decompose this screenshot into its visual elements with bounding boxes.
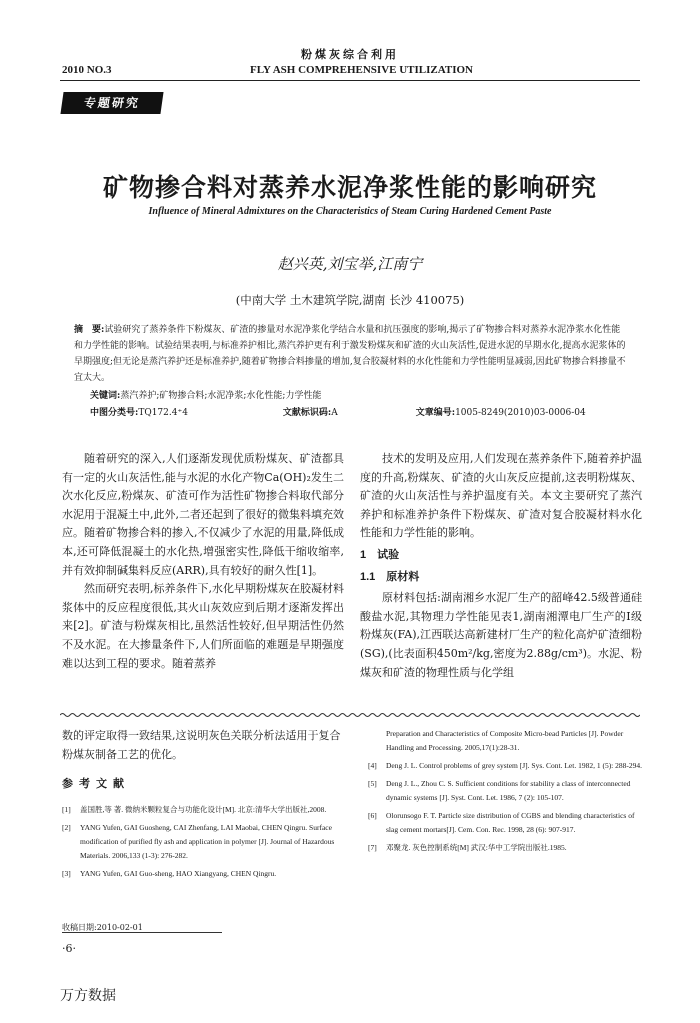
reference-number: [4] — [368, 761, 377, 770]
keywords-label: 关键词: — [90, 391, 121, 401]
reference-number: [1] — [62, 805, 71, 814]
title-cn: 矿物掺合料对蒸养水泥净浆性能的影响研究 — [102, 173, 597, 202]
reference-item — [368, 727, 648, 755]
reference-item — [368, 759, 648, 773]
abstract-label: 摘 要: — [74, 325, 105, 335]
reference-number: [2] — [62, 823, 71, 832]
article-number-label: 文章编号: — [415, 408, 456, 418]
section-heading-1-1: 1.1 原材料 — [360, 570, 420, 583]
body-column-left — [62, 450, 344, 673]
reference-text: Deng J. L., Zhou C. S. Sufficient conditions for stability a class of interconnected dynamic systems [J]. Syst. Cont. Let. 1986, 7 (2): 105-107. — [386, 779, 631, 802]
reference-item — [62, 867, 344, 881]
abstract-text: 试验研究了蒸养条件下粉煤灰、矿渣的掺量对水泥净浆化学结合水量和抗压强度的影响,揭示了矿物掺合料对蒸养水泥净浆水化性能和力学性能的影响。试验结果表明,与标准养护相比,蒸汽养护更有利于激发粉煤灰和矿渣的火山灰活性,促进水泥的早期水化,提高水泥浆体的早期强度;但无论是蒸汽养护还是标准养护,随着矿物掺合料掺量的增加,复合胶凝材料的水化性能和力学性能明显减弱,因此矿物掺合料掺量不宜太大。 — [74, 325, 626, 383]
references-left — [62, 803, 344, 885]
reference-item — [62, 821, 344, 863]
watermark: 万方数据 — [60, 988, 116, 1004]
section-heading-1: 1 试验 — [360, 548, 400, 561]
reference-text: 盖国胜,等 著. 微纳米颗粒复合与功能化设计[M]. 北京:清华大学出版社,2008. — [80, 805, 327, 814]
affiliation: (中南大学 土木建筑学院,湖南 长沙 410075) — [235, 293, 465, 307]
authors: 赵兴英,刘宝举,江南宁 — [277, 255, 423, 273]
title-en: Influence of Mineral Admixtures on the Characteristics of Steam Curing Hardened Cement Paste — [148, 206, 552, 217]
references-right — [368, 727, 648, 859]
doc-code-label: 文献标识码: — [282, 408, 332, 418]
body-paragraph: 然而研究表明,标养条件下,水化早期粉煤灰在胶凝材料浆体中的反应程度很低,其火山灰效应到后期才逐渐发挥出来[2]。矿渣与粉煤灰相比,虽然活性较好,但早期活性仍然不及水泥。在大掺量条件下,人们所面临的难题是早期强度难以达到工程的要求。随着蒸养 — [62, 582, 344, 670]
classification-line — [90, 405, 630, 418]
header-rule — [60, 80, 640, 81]
received-date: 收稿日期:2010-02-01 — [62, 923, 143, 932]
abstract — [74, 322, 626, 386]
doc-code-value: A — [331, 408, 338, 418]
reference-text: 邓聚龙. 灰色控制系统[M] 武汉:华中工学院出版社.1985. — [386, 843, 567, 852]
body-paragraph: 原材料包括:湖南湘乡水泥厂生产的韶峰42.5级普通硅酸盐水泥,其物理力学性能见表1,湖南湘潭电厂生产的Ⅰ级粉煤灰(FA),江西联达高新建材厂生产的粒化高炉矿渣细粉(SG),(比表面积450m²/kg,密度为2.88g/cm³)。水泥、粉煤灰和矿渣的物理性质与化学组 — [360, 591, 642, 679]
reference-text: YANG Yufen, GAI Guo-sheng, HAO Xiangyang, CHEN Qingru. — [80, 869, 277, 878]
issue-number: 2010 NO.3 — [62, 64, 112, 76]
reference-item — [368, 777, 648, 805]
body-column-right — [360, 450, 642, 682]
reference-number: [7] — [368, 843, 377, 852]
clc-value: TQ172.4⁺4 — [138, 408, 188, 418]
page-number: ·6· — [62, 942, 76, 955]
reference-item — [62, 803, 344, 817]
reference-item — [368, 809, 648, 837]
article-number-value: 1005-8249(2010)03-0006-04 — [455, 408, 586, 418]
reference-number: [3] — [62, 869, 71, 878]
reference-number: [5] — [368, 779, 377, 788]
clc-label: 中图分类号: — [90, 408, 139, 418]
keywords — [90, 388, 321, 401]
journal-name-cn: 粉煤灰综合利用 — [301, 48, 399, 61]
references-heading: 参考文献 — [62, 777, 130, 790]
journal-name-en: FLY ASH COMPREHENSIVE UTILIZATION — [250, 64, 474, 76]
reference-text: Preparation and Characteristics of Composite Micro-bead Particles [J]. Powder Handling and Processing. 2005,17(1):28-31. — [386, 729, 624, 752]
reference-number — [368, 727, 386, 755]
reference-number: [6] — [368, 811, 377, 820]
reference-text: Deng J. L. Control problems of grey system [J]. Sys. Cont. Let. 1982, 1 (5): 288-294. — [386, 761, 643, 770]
reference-text: Olorunsogo F. T. Particle size distribution of CGBS and blending characteristics of slag cement mortars[J]. Cem. Con. Rec. 1998, 28 (6): 907-917. — [386, 811, 635, 834]
continuation-text: 数的评定取得一致结果,这说明灰色关联分析法适用于复合粉煤灰制备工艺的优化。 — [62, 729, 341, 761]
body-paragraph: 技术的发明及应用,人们发现在蒸养条件下,随着养护温度的升高,粉煤灰、矿渣的火山灰反应提前,这表明粉煤灰、矿渣的火山灰活性与养护温度有关。本文主要研究了蒸汽养护和标准养护条件下粉煤灰、矿渣对复合胶凝材料水化性能和力学性能的影响。 — [360, 452, 642, 540]
keywords-text: 蒸汽养护;矿物掺合料;水泥净浆;水化性能;力学性能 — [120, 391, 322, 401]
section-badge: 专题研究 — [60, 92, 163, 114]
wave-divider — [60, 712, 640, 718]
reference-item — [368, 841, 648, 855]
reference-text: YANG Yufen, GAI Guosheng, CAI Zhenfang, LAI Maobai, CHEN Qingru. Surface modification of purified fly ash and application in polymer [J]. Journal of Hazardous Materials. 2006,133 (1-3): 276-282. — [80, 823, 335, 860]
body-paragraph: 随着研究的深入,人们逐渐发现优质粉煤灰、矿渣都具有一定的火山灰活性,能与水泥的水化产物Ca(OH)₂发生二次水化反应,粉煤灰、矿渣可作为活性矿物掺合料取代部分水泥用于混凝土中,此外,二者还起到了很好的微集料填充效应。随着矿物掺合料的掺入,不仅减少了水泥的用量,降低成本,还可降低混凝土的水化热,增强密实性,降低干缩收缩率,并有效抑制碱集料反应(ARR),具有较好的耐久性[1]。 — [62, 452, 344, 577]
